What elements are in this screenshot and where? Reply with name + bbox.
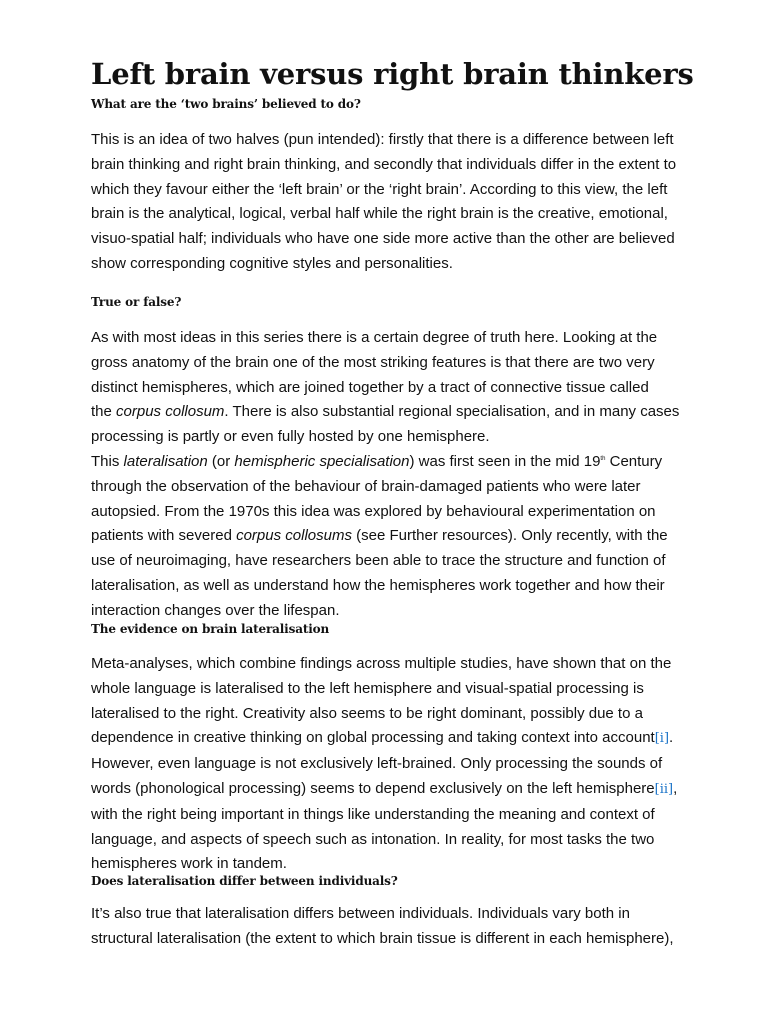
- text-run: words (phonological processing) seems to depend exclusively on the left hemisphere: [91, 779, 655, 797]
- text-line: [91, 726, 703, 752]
- text-line: which they favour either the ‘left brain’ or the ‘right brain’. According to this view, the left: [91, 180, 668, 198]
- text-run: ,: [673, 779, 678, 797]
- text-line: [91, 777, 703, 803]
- superscript: th: [600, 456, 606, 462]
- text-line: Meta-analyses, which combine findings across multiple studies, have shown that on the: [91, 655, 672, 672]
- text-run: patients with severed: [91, 527, 237, 545]
- text-line: interaction changes over the lifespan.: [91, 601, 340, 619]
- text-line: with the right being important in things like understanding the meaning and context of: [91, 805, 655, 823]
- paragraph-two-brains: [91, 128, 703, 277]
- text-run: This: [91, 453, 124, 470]
- paragraph-anatomy: [91, 326, 703, 450]
- section-heading-individual-differences: Does lateralisation differ between individuals?: [91, 874, 398, 888]
- italic-term: corpus collosum: [116, 403, 225, 421]
- section-heading-evidence: The evidence on brain lateralisation: [91, 622, 330, 636]
- paragraph-lateralisation-history: [91, 450, 703, 624]
- text-line: distinct hemispheres, which are joined together by a tract of connective tissue called: [91, 378, 649, 396]
- text-line: brain is the analytical, logical, verbal half while the right brain is the creative, emotional,: [91, 205, 668, 223]
- italic-term: hemispheric specialisation: [234, 453, 410, 470]
- text-run: the: [91, 403, 117, 421]
- document-title: Left brain versus right brain thinkers: [91, 57, 694, 91]
- text-line: [91, 450, 703, 475]
- paragraph-evidence: [91, 652, 703, 877]
- text-run: .: [669, 729, 674, 747]
- italic-term: corpus collosums: [236, 527, 352, 545]
- text-line: show corresponding cognitive styles and personalities.: [91, 254, 453, 272]
- text-run: . There is also substantial regional specialisation, and in many cases: [224, 403, 680, 421]
- italic-term: lateralisation: [123, 453, 208, 470]
- text-line: [91, 524, 703, 549]
- text-run: (or: [207, 453, 235, 470]
- text-line: It’s also true that lateralisation differs between individuals. Individuals vary both in: [91, 905, 630, 922]
- section-heading-two-brains: What are the ‘two brains’ believed to do?: [91, 97, 361, 111]
- text-run: Century: [605, 453, 663, 470]
- text-line: [91, 400, 703, 425]
- text-line: structural lateralisation (the extent to which brain tissue is different in each hemisphere),: [91, 929, 674, 947]
- text-line: language, and aspects of speech such as intonation. In reality, for most tasks the two: [91, 830, 655, 848]
- text-run: (see Further resources). Only recently, with the: [351, 527, 668, 545]
- text-line: whole language is lateralised to the left hemisphere and visual-spatial processing is: [91, 679, 644, 697]
- text-line: However, even language is not exclusively left-brained. Only processing the sounds of: [91, 755, 663, 773]
- text-line: lateralised to the right. Creativity also seems to be right dominant, possibly due to a: [91, 704, 643, 722]
- text-line: hemispheres work in tandem.: [91, 855, 287, 873]
- text-run: dependence in creative thinking on global processing and taking context into account: [91, 729, 655, 747]
- text-line: brain thinking and right brain thinking, and secondly that individuals differ in the extent to: [91, 155, 677, 173]
- text-line: lateralisation, as well as understand how the hemispheres work together and how their: [91, 576, 665, 594]
- text-line: processing is partly or even fully hosted by one hemisphere.: [91, 428, 490, 446]
- text-line: visuo-spatial half; individuals who have one side more active than the other are believed: [91, 230, 675, 248]
- text-run: ) was first seen in the mid 19: [409, 453, 601, 470]
- text-line: This is an idea of two halves (pun intended): firstly that there is a difference between left: [91, 131, 674, 148]
- section-heading-true-or-false: True or false?: [91, 295, 182, 309]
- text-line: gross anatomy of the brain one of the most striking features is that there are two very: [91, 353, 655, 371]
- footnote-link-i[interactable]: [i]: [654, 731, 670, 747]
- text-line: As with most ideas in this series there is a certain degree of truth here. Looking at the: [91, 329, 658, 346]
- text-line: autopsied. From the 1970s this idea was explored by behavioural experimentation on: [91, 502, 656, 520]
- text-line: use of neuroimaging, have researchers been able to trace the structure and function of: [91, 552, 666, 570]
- text-line: through the observation of the behaviour of brain-damaged patients who were later: [91, 477, 641, 495]
- footnote-link-ii[interactable]: [ii]: [654, 781, 674, 797]
- paragraph-individual-differences: [91, 902, 703, 952]
